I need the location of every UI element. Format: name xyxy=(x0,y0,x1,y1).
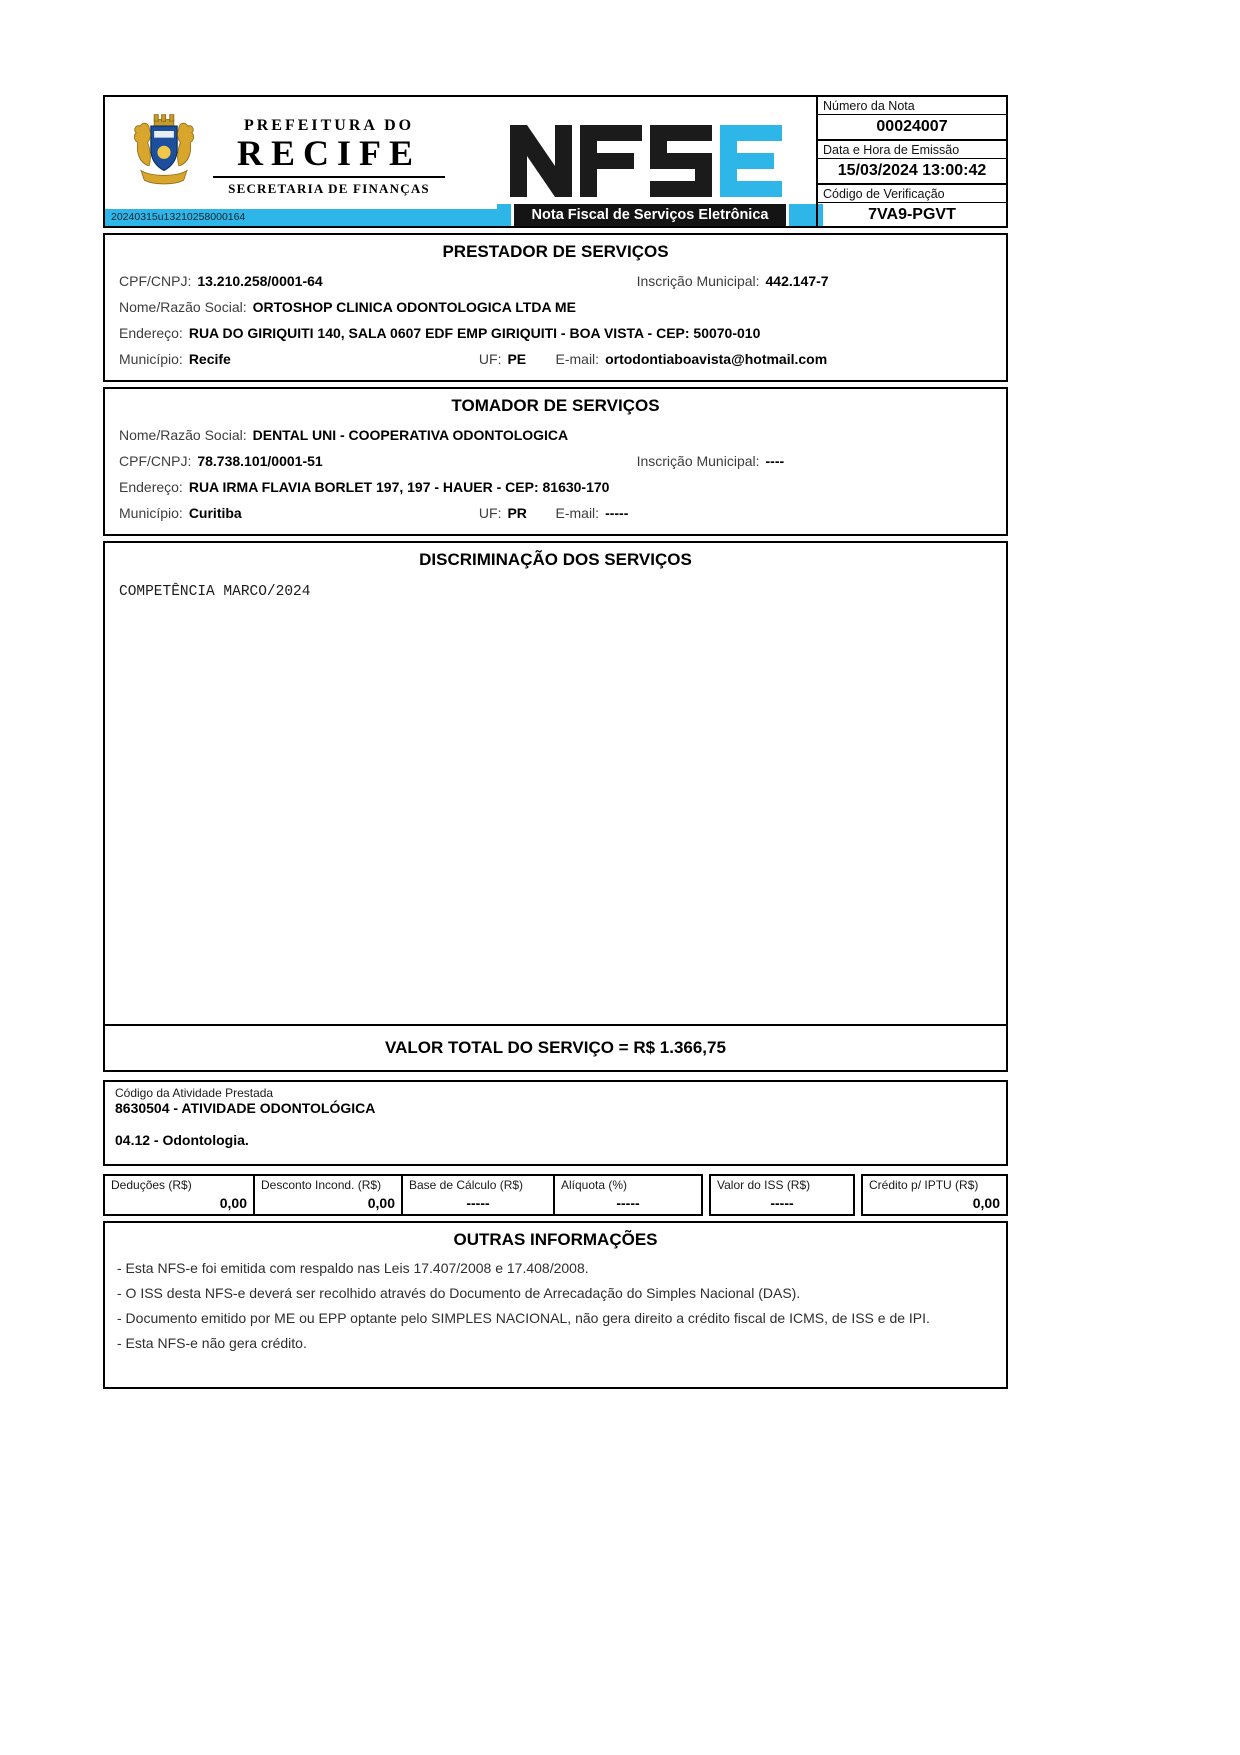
nfse-document xyxy=(103,95,1008,1389)
cpf-cnpj-label: CPF/CNPJ: xyxy=(119,453,192,469)
nfse-banner-row xyxy=(497,204,823,226)
inscricao-municipal-label: Inscrição Municipal: xyxy=(636,453,760,469)
emission-code-strip: 20240315u13210258000164 xyxy=(105,209,497,226)
tax-label-base-calculo: Base de Cálculo (R$) xyxy=(409,1178,524,1192)
inscricao-municipal-label: Inscrição Municipal: xyxy=(636,273,760,289)
prefeitura-line3: SECRETARIA DE FINANÇAS xyxy=(228,180,430,196)
tax-cell-deducoes xyxy=(103,1174,255,1216)
tax-cell-desconto xyxy=(255,1174,403,1216)
uf-label: UF: xyxy=(478,505,502,521)
nfse-logo-icon xyxy=(510,125,782,202)
atividade-cnae: 8630504 - ATIVIDADE ODONTOLÓGICA xyxy=(115,1100,376,1116)
servicos-title: DISCRIMINAÇÃO DOS SERVIÇOS xyxy=(419,550,692,569)
prestador-inscricao-municipal: 442.147-7 xyxy=(765,273,829,289)
prestador-cpf-cnpj: 13.210.258/0001-64 xyxy=(197,273,323,289)
municipio-label: Município: xyxy=(119,505,183,521)
prefeitura-line1: PREFEITURA DO xyxy=(243,117,415,134)
prestador-row-endereco xyxy=(105,320,1006,346)
tax-cell-credito-iptu xyxy=(861,1174,1008,1216)
nota-numero-group xyxy=(818,97,1006,139)
tax-label-desconto: Desconto Incond. (R$) xyxy=(261,1178,382,1192)
tax-cell-valor-iss xyxy=(709,1174,855,1216)
document-header xyxy=(103,95,1008,228)
numero-nota-value: 00024007 xyxy=(876,118,948,135)
prefeitura-line2: RECIFE xyxy=(236,133,422,173)
tomador-cpf-cnpj: 78.738.101/0001-51 xyxy=(197,453,323,469)
prestador-uf: PE xyxy=(507,351,527,367)
atividade-item-lista: 04.12 - Odontologia. xyxy=(115,1132,249,1148)
nota-info-panel xyxy=(816,97,1006,226)
prestador-municipio: Recife xyxy=(188,351,231,367)
tax-label-credito-iptu: Crédito p/ IPTU (R$) xyxy=(869,1178,979,1192)
cpf-cnpj-label: CPF/CNPJ: xyxy=(119,273,192,289)
tax-label-aliquota: Alíquota (%) xyxy=(561,1178,628,1192)
tomador-row-cpf xyxy=(105,448,1006,474)
tax-label-valor-iss: Valor do ISS (R$) xyxy=(717,1178,811,1192)
outras-informacoes-line: - Esta NFS-e não gera crédito. xyxy=(117,1335,307,1351)
tax-cell-aliquota xyxy=(555,1174,703,1216)
tomador-email: ----- xyxy=(605,505,629,521)
prestador-nome-razao: ORTOSHOP CLINICA ODONTOLOGICA LTDA ME xyxy=(252,299,576,315)
tax-value-deducoes: 0,00 xyxy=(219,1195,247,1211)
emissao-value: 15/03/2024 13:00:42 xyxy=(837,162,987,179)
servicos-section xyxy=(103,541,1008,1072)
nota-emissao-group xyxy=(818,139,1006,183)
tomador-row-nome xyxy=(105,422,1006,448)
servicos-descricao: COMPETÊNCIA MARCO/2024 xyxy=(119,584,311,600)
outras-informacoes-line: - Documento emitido por ME ou EPP optante pelo SIMPLES NACIONAL, não gera direito a crédito fiscal de ICMS, de ISS e de IPI. xyxy=(117,1310,930,1326)
prestador-section xyxy=(103,233,1008,382)
outras-informacoes-line: - O ISS desta NFS-e deverá ser recolhido através do Documento de Arrecadação do Simples Nacional (DAS). xyxy=(117,1285,801,1301)
prestador-row-cpf xyxy=(105,268,1006,294)
brand-divider xyxy=(213,176,445,178)
prestador-title: PRESTADOR DE SERVIÇOS xyxy=(442,242,669,261)
uf-label: UF: xyxy=(478,351,502,367)
prestador-row-municipio xyxy=(105,346,1006,372)
tax-cell-base-calculo xyxy=(403,1174,555,1216)
tax-value-aliquota: ----- xyxy=(616,1195,640,1211)
prestador-row-nome xyxy=(105,294,1006,320)
tomador-row-municipio xyxy=(105,500,1006,526)
tax-value-valor-iss: ----- xyxy=(770,1195,794,1211)
tomador-section xyxy=(103,387,1008,536)
municipio-label: Município: xyxy=(119,351,183,367)
nfse-banner-title: Nota Fiscal de Serviços Eletrônica xyxy=(514,204,786,226)
numero-nota-label: Número da Nota xyxy=(818,97,1006,115)
prestador-endereco: RUA DO GIRIQUITI 140, SALA 0607 EDF EMP GIRIQUITI - BOA VISTA - CEP: 50070-010 xyxy=(188,325,761,341)
tomador-uf: PR xyxy=(507,505,527,521)
tomador-municipio: Curitiba xyxy=(188,505,242,521)
tomador-title: TOMADOR DE SERVIÇOS xyxy=(451,396,660,415)
tomador-row-endereco xyxy=(105,474,1006,500)
banner-accent-left xyxy=(497,204,511,226)
tax-value-base-calculo: ----- xyxy=(466,1195,490,1211)
nota-verificacao-group xyxy=(818,183,1006,227)
impostos-row xyxy=(103,1174,1008,1216)
nome-razao-label: Nome/Razão Social: xyxy=(119,299,247,315)
recife-coat-of-arms-icon xyxy=(123,111,205,202)
tomador-inscricao-municipal: ---- xyxy=(765,453,785,469)
prestador-email: ortodontiaboavista@hotmail.com xyxy=(605,351,828,367)
nome-razao-label: Nome/Razão Social: xyxy=(119,427,247,443)
atividade-label: Código da Atividade Prestada xyxy=(115,1086,274,1100)
prefeitura-brand xyxy=(211,117,447,197)
outras-informacoes-section xyxy=(103,1221,1008,1389)
tomador-nome-razao: DENTAL UNI - COOPERATIVA ODONTOLOGICA xyxy=(252,427,569,443)
verificacao-value: 7VA9-PGVT xyxy=(868,206,956,223)
tomador-endereco: RUA IRMA FLAVIA BORLET 197, 197 - HAUER - CEP: 81630-170 xyxy=(188,479,610,495)
valor-total-servico: VALOR TOTAL DO SERVIÇO = R$ 1.366,75 xyxy=(105,1024,1006,1070)
endereco-label: Endereço: xyxy=(119,479,183,495)
verificacao-label: Código de Verificação xyxy=(818,185,1006,203)
outras-informacoes-title: OUTRAS INFORMAÇÕES xyxy=(453,1230,658,1249)
tax-value-credito-iptu: 0,00 xyxy=(972,1195,1000,1211)
endereco-label: Endereço: xyxy=(119,325,183,341)
emissao-label: Data e Hora de Emissão xyxy=(818,141,1006,159)
tax-value-desconto: 0,00 xyxy=(367,1195,395,1211)
outras-informacoes-line: - Esta NFS-e foi emitida com respaldo nas Leis 17.407/2008 e 17.408/2008. xyxy=(117,1260,589,1276)
atividade-section xyxy=(103,1080,1008,1166)
tax-label-deducoes: Deduções (R$) xyxy=(111,1178,192,1192)
email-label: E-mail: xyxy=(555,351,600,367)
email-label: E-mail: xyxy=(555,505,600,521)
